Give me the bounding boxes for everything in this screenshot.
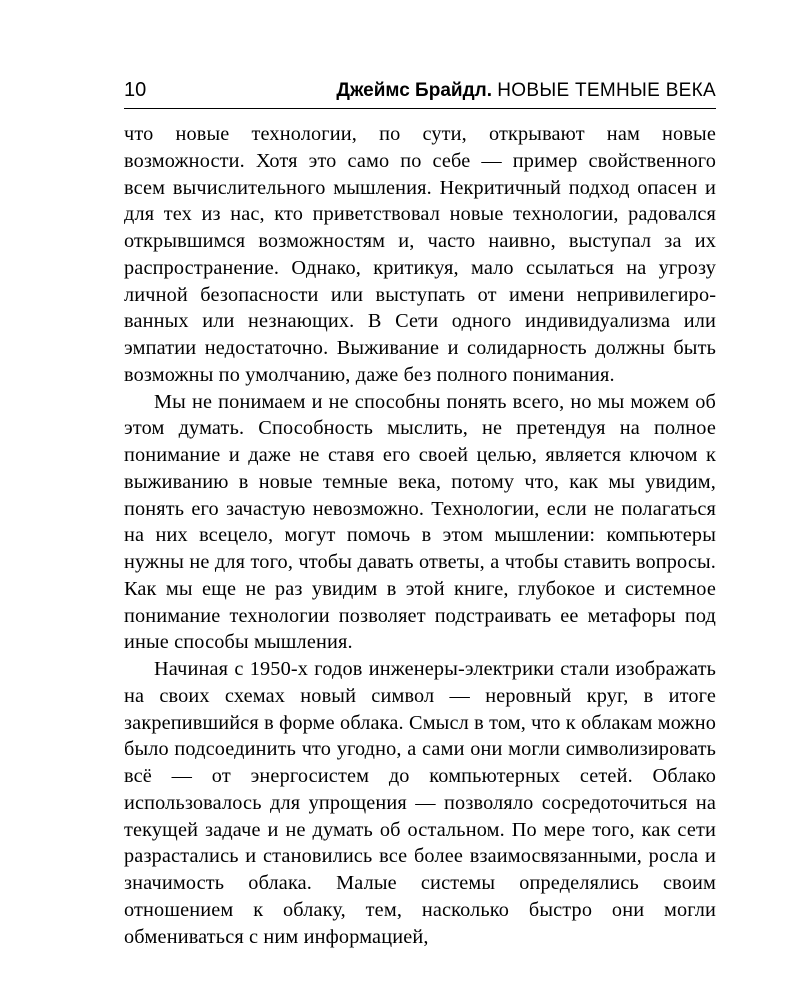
book-page [124, 78, 716, 950]
author-name: Джеймс Брайдл. [336, 80, 492, 101]
book-title: НОВЫЕ ТЕМНЫЕ ВЕКА [497, 80, 716, 101]
running-title [336, 79, 716, 103]
page-number: 10 [124, 79, 147, 101]
paragraph-1: что новые технологии, по сути, открывают нам новые возможности. Хотя это само по себе — пример свойственного всем вычислительного мышления. Некритичный подход опасен и для тех из нас, кто приветствовал новые технологии, радовался открывшимся возможностям и, часто наивно, выступал за их распространение. Однако, критикуя, мало ссылаться на угрозу личной безопасности или выступать от имени непривилегированных или незнающих. В Сети одного индивидуализма или эмпатии недостаточно. Выживание и солидарность должны быть возможны по умолчанию, даже без полного понимания. [124, 123, 716, 386]
paragraph-2: Мы не понимаем и не способны понять всего, но мы можем об этом думать. Способность мыслить, не претендуя на полное понимание и даже не ставя его своей целью, является ключом к выживанию в новые темные века, потому что, как мы увидим, понять его зачастую невозможно. Технологии, если не полагаться на них всецело, могут помочь в этом мышлении: компьютеры нужны не для того, чтобы давать ответы, а чтобы ставить вопросы. Как мы еще не раз увидим в этой книге, глубокое и системное понимание технологии позволяет подстраивать ее метафоры под иные способы мышления. [124, 390, 716, 654]
body-text [124, 121, 716, 950]
paragraph-3: Начиная с 1950-х годов инженеры-электрики стали изображать на своих схемах новый символ — неровный круг, в итоге закрепившийся в форме облака. Смысл в том, что к облакам можно было подсоединить что угодно, а сами они могли символизировать всё — от энергосистем до компьютерных сетей. Облако использовалось для упрощения — позволяло сосредоточиться на текущей задаче и не думать об остальном. По мере того, как сети разрастались и становились все более взаимосвязанными, росла и значимость облака. Малые системы определялись своим отношением к облаку, тем, насколько быстро они могли обмениваться с ним информацией, [124, 658, 716, 948]
header-rule [124, 108, 716, 109]
running-head [124, 78, 716, 102]
